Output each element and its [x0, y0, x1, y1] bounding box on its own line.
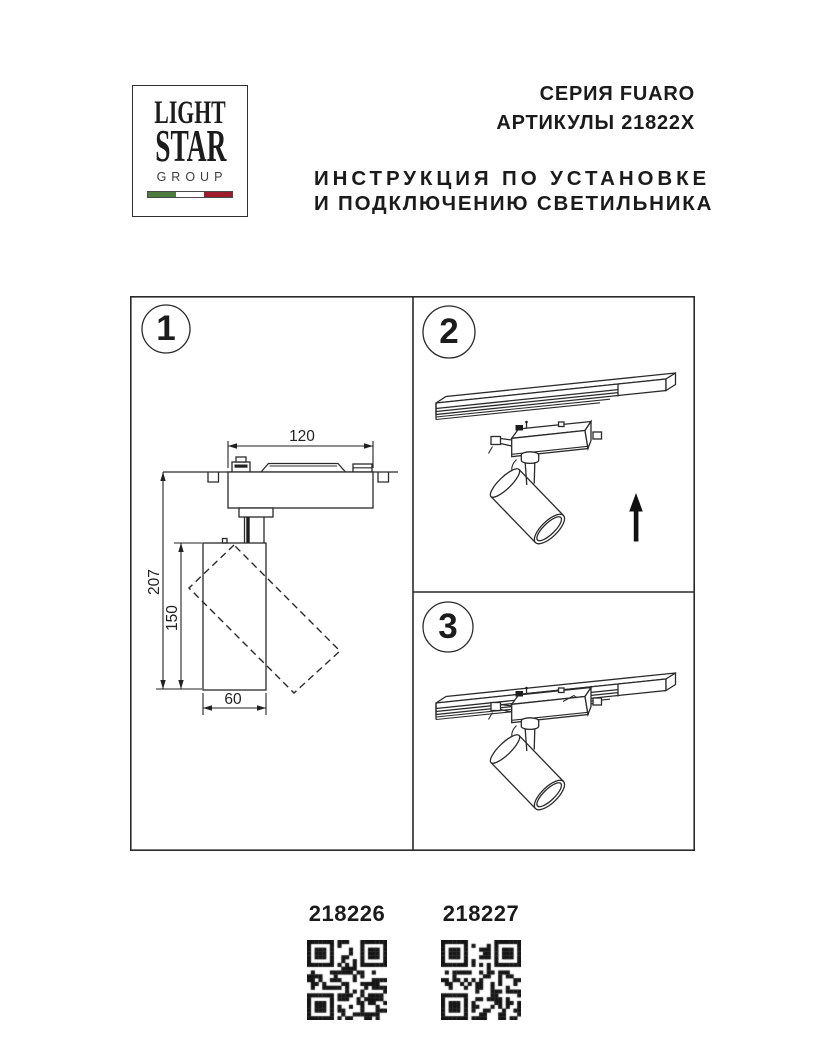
instruction-title-line1: ИНСТРУКЦИЯ ПО УСТАНОВКЕ — [314, 167, 711, 190]
flag-white-segment — [176, 192, 204, 197]
dimension-label-207: 207 — [146, 569, 163, 595]
dimension-label-120: 120 — [289, 428, 315, 445]
series-title: СЕРИЯ FUARO — [539, 83, 695, 105]
instruction-title — [314, 167, 713, 216]
logo-word-star: STAR — [155, 121, 227, 171]
dimension-label-60: 60 — [224, 691, 242, 708]
header-series-block — [496, 80, 695, 138]
qr-code-218226 — [307, 940, 387, 1020]
italian-flag-bar — [148, 192, 232, 197]
step-2-number: 2 — [439, 312, 459, 351]
installation-diagram — [130, 296, 695, 851]
qr-block-218226 — [307, 901, 387, 1020]
instruction-title-line2: И ПОДКЛЮЧЕНИЮ СВЕТИЛЬНИКА — [314, 191, 714, 215]
articles-title: АРТИКУЛЫ 21822X — [496, 112, 695, 134]
lightstar-logo — [132, 85, 248, 217]
flag-red-segment — [204, 192, 232, 197]
step-1-number: 1 — [156, 309, 176, 348]
panel-2-drawing — [436, 373, 676, 548]
flag-green-segment — [148, 192, 176, 197]
diagram-linework — [130, 296, 695, 851]
logo-word-light: LIGHT — [154, 95, 226, 131]
qr-code-218227 — [441, 940, 521, 1020]
article-number-2: 218227 — [442, 901, 520, 926]
article-number-1: 218226 — [308, 901, 386, 926]
qr-block-218227 — [441, 901, 521, 1020]
up-arrow-icon — [629, 493, 643, 512]
dimension-label-150: 150 — [164, 605, 181, 631]
logo-word-group: GROUP — [156, 170, 228, 184]
step-3-number: 3 — [438, 607, 458, 646]
panel-3-drawing — [436, 673, 676, 814]
panel-1-drawing — [156, 441, 398, 715]
